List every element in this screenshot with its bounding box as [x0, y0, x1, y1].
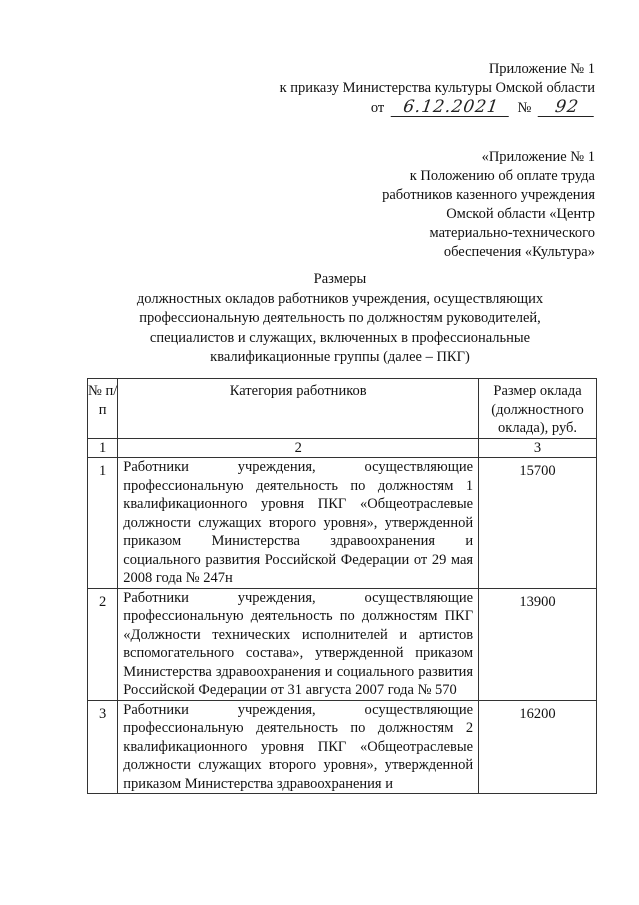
table-row	[88, 588, 597, 700]
table-row	[88, 458, 597, 589]
handwritten-number: 92	[538, 98, 597, 117]
regulation-line-2: к Положению об оплате труда	[409, 168, 595, 184]
title-line-3: профессиональную деятельность по должностям руководителей,	[139, 310, 541, 326]
title-line-2: должностных окладов работников учреждения, осуществляющих	[136, 290, 544, 307]
column-number-1: 1	[88, 438, 118, 458]
appendix-order-ref: к приказу Министерства культуры Омской области	[279, 80, 595, 96]
row-number: 1	[88, 458, 118, 589]
row-salary: 16200	[479, 700, 597, 794]
row-category: Работники учреждения, осуществляющие профессиональную деятельность по должностям 1 квалификационного уровня ПКГ «Общеотраслевые должности служащих второго уровня», утвержденной приказом Министерства здравоохранения и социального развития Российской Федерации от 29 мая 2008 года № 247н	[118, 458, 479, 589]
table-header-row	[88, 379, 597, 439]
regulation-line-1: «Приложение № 1	[481, 149, 595, 165]
header-category: Категория работников	[118, 379, 479, 439]
header-number: № п/п	[88, 379, 118, 439]
row-category: Работники учреждения, осуществляющие профессиональную деятельность по должностям ПКГ «Должности технических исполнителей и артистов вспомогательного состава», утвержденной приказом Министерства здравоохранения и социального развития Российской Федерации от 31 августа 2007 года № 570	[118, 588, 479, 700]
number-prefix: №	[517, 100, 532, 116]
regulation-line-4: Омской области «Центр	[446, 206, 595, 222]
regulation-appendix-header	[382, 148, 595, 262]
regulation-line-6: обеспечения «Культура»	[443, 244, 595, 260]
column-number-2: 2	[118, 438, 479, 458]
header-salary: Размер оклада (должностного оклада), руб.	[479, 379, 597, 439]
column-number-3: 3	[479, 438, 597, 458]
row-number: 2	[88, 588, 118, 700]
row-salary: 15700	[479, 458, 597, 589]
regulation-line-5: материально-технического	[429, 225, 595, 241]
order-appendix-header	[280, 60, 595, 118]
handwritten-date: 6.12.2021	[391, 98, 512, 117]
table-row	[88, 700, 597, 794]
date-prefix: от	[370, 100, 385, 116]
column-number-row	[88, 438, 597, 458]
salary-table	[87, 378, 597, 794]
appendix-title: Приложение № 1	[488, 61, 595, 77]
title-line-4: специалистов и служащих, включенных в профессиональные	[149, 329, 531, 346]
regulation-line-3: работников казенного учреждения	[382, 187, 595, 203]
order-date-number-line	[280, 98, 595, 118]
row-salary: 13900	[479, 588, 597, 700]
title-line-5: квалификационные группы (далее – ПКГ)	[210, 349, 470, 365]
title-line-1: Размеры	[313, 271, 367, 287]
document-title	[70, 270, 610, 368]
row-number: 3	[88, 700, 118, 794]
row-category: Работники учреждения, осуществляющие профессиональную деятельность по должностям 2 квалификационного уровня ПКГ «Общеотраслевые должности служащих второго уровня», утвержденной приказом Министерства здравоохранения и	[118, 700, 479, 794]
